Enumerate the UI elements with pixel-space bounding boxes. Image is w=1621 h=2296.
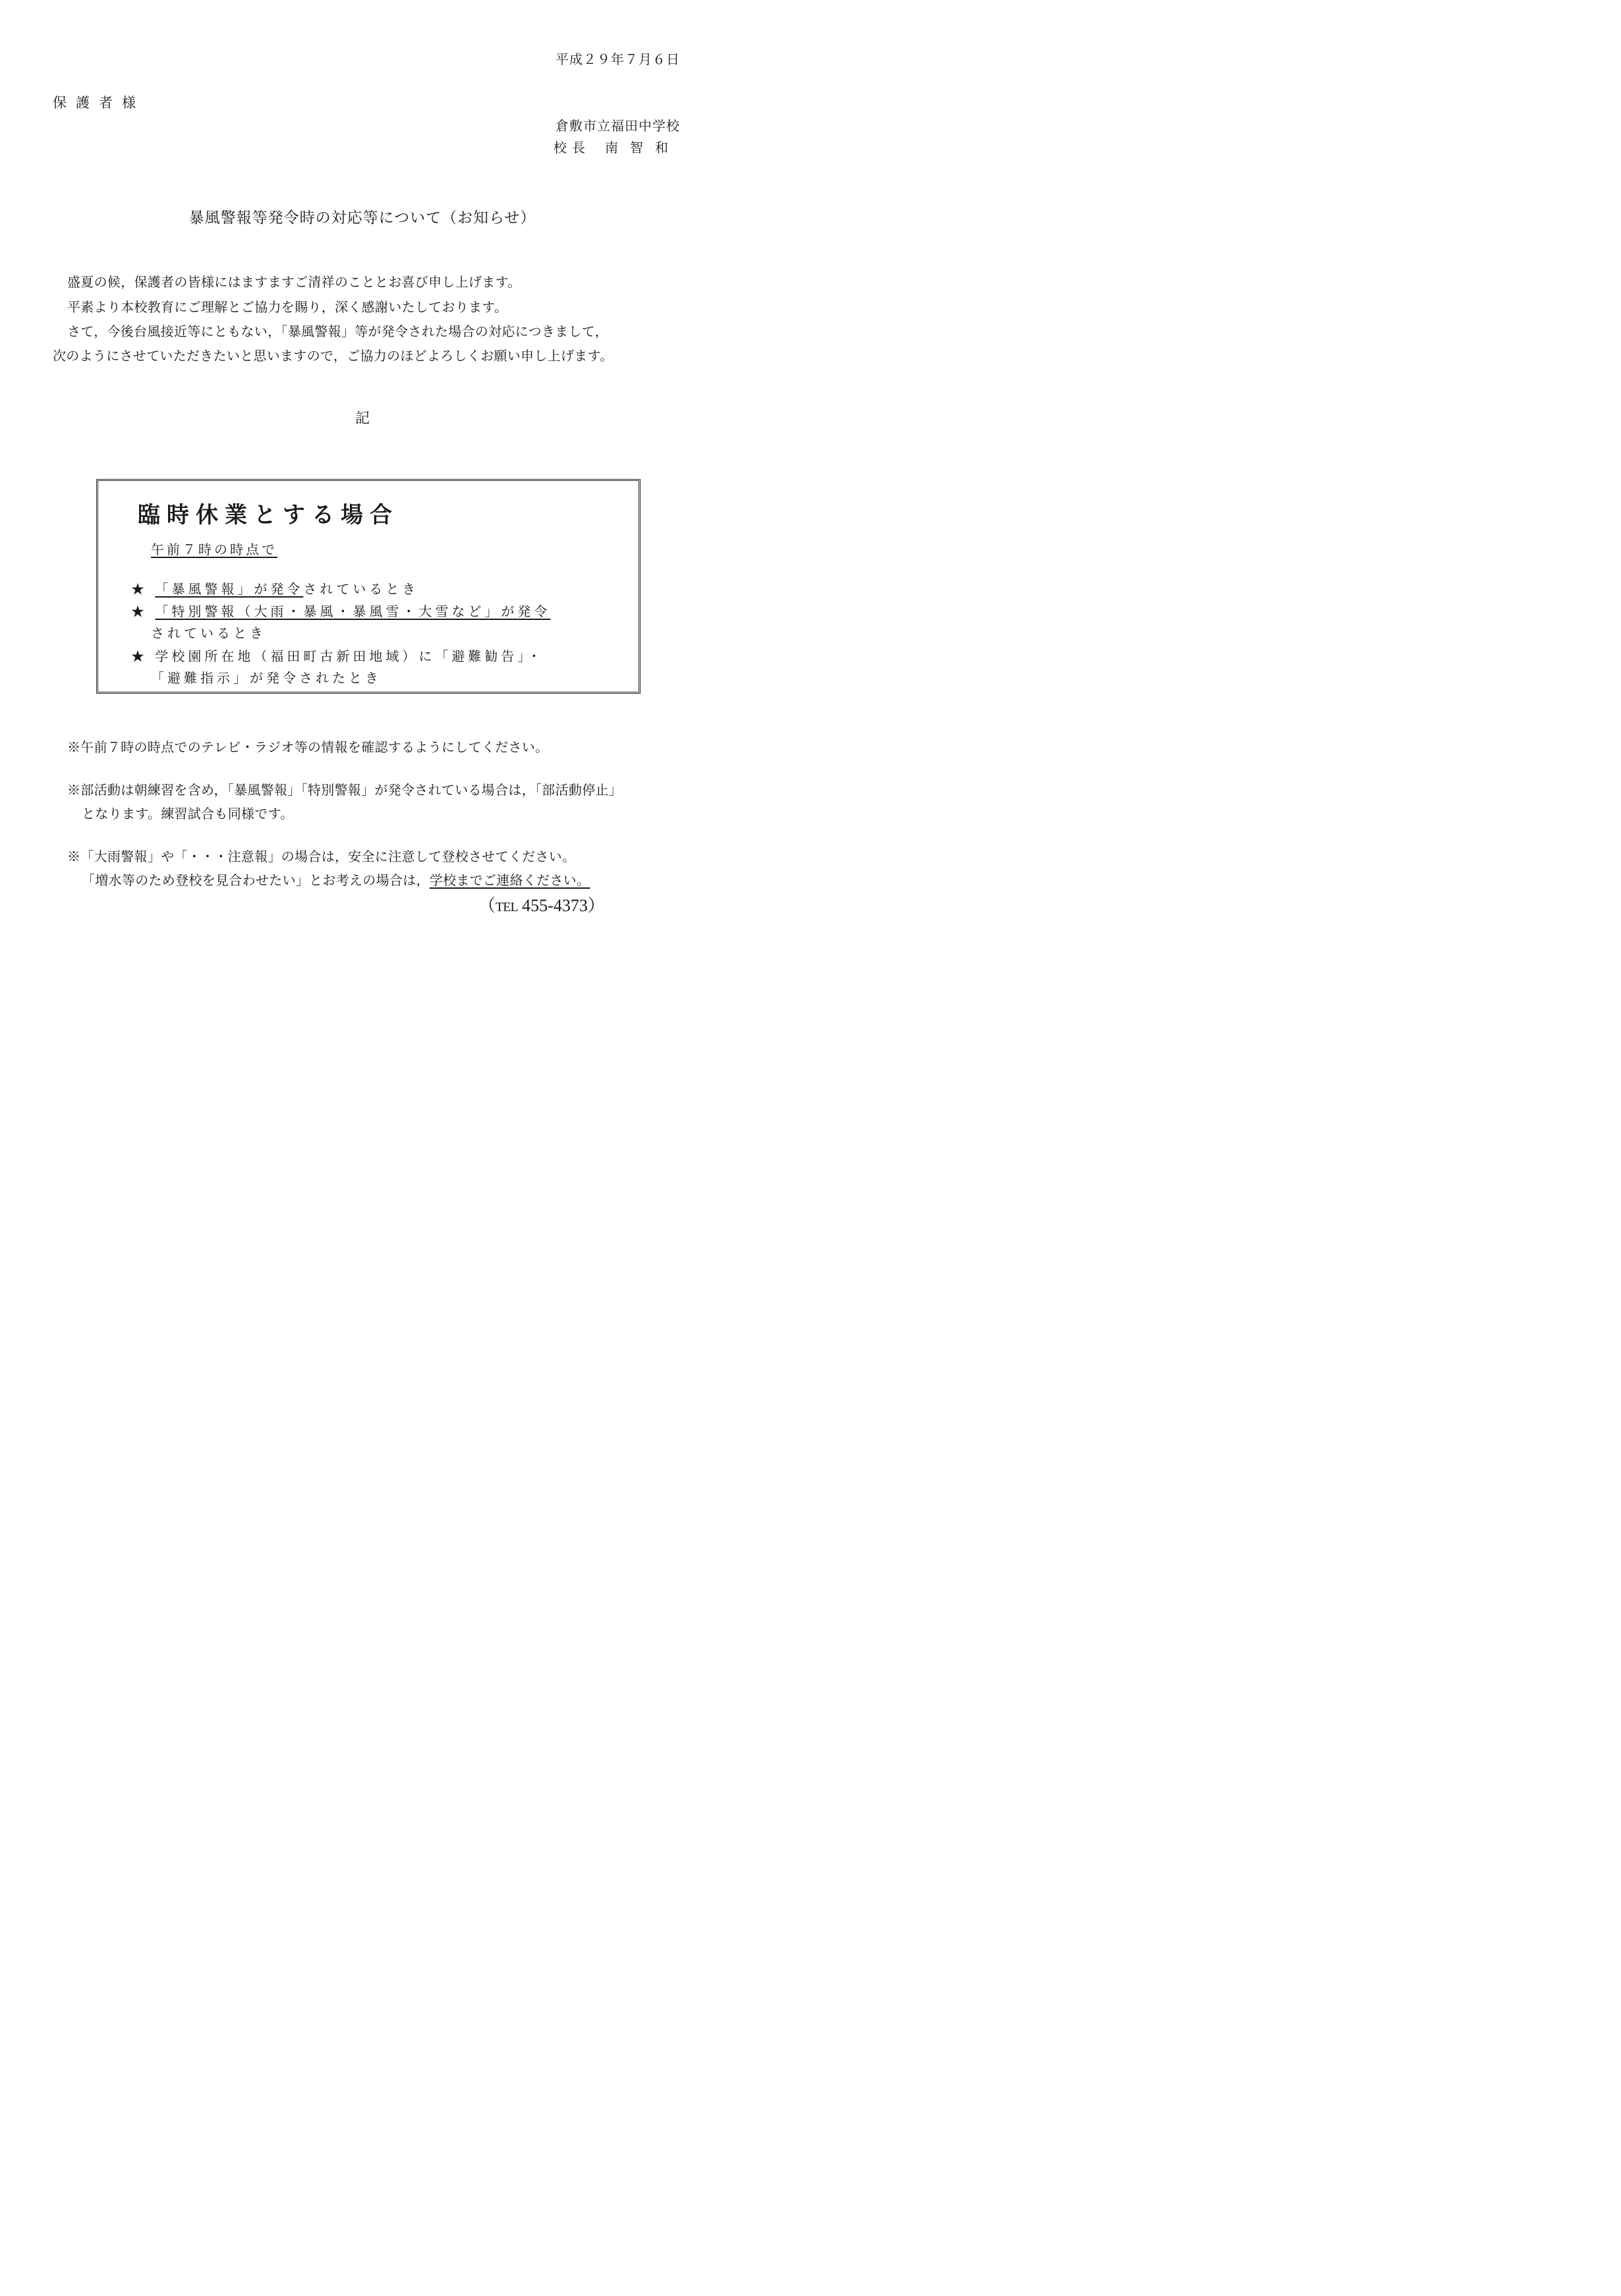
school-name: 倉敷市立福田中学校 [555,118,680,134]
notice-title: 暴風警報等発令時の対応等について（お知らせ） [188,210,536,227]
greeting-line-2: 平素より本校教育にご理解とご協力を賜り，深く感謝いたしております。 [67,299,508,315]
condition-storm-warning [131,578,418,598]
condition-special-warning [131,601,550,620]
condition-storm-warning-underlined: 「暴風警報」が発令 [155,581,304,597]
phone-number: 455-4373 [522,896,588,915]
note-club-activities-2: となります。練習試合も同様です。 [82,806,294,822]
principal-name: 南智和 [605,140,680,155]
closure-box-subtitle: 午前７時の時点で [151,542,277,557]
condition-storm-warning-rest: されているとき [303,581,419,597]
condition-evacuation [131,646,544,665]
greeting-line-3: さて，今後台風接近等にともない，「暴風警報」等が発令された場合の対応につきまして， [67,323,609,339]
phone-close-paren: ） [587,896,605,915]
star-icon: ★ [131,603,148,619]
closure-box-title: 臨時休業とする場合 [138,502,399,528]
condition-evacuation-line-2: 「避難指示」が発令されたとき [151,670,382,686]
principal-signature [554,137,680,156]
principal-title: 校長 [554,140,590,155]
phone-open-paren: （ [478,896,496,915]
note-heavy-rain-1: ※「大雨警報」や「・・・注意報」の場合は，安全に注意して登校させてください。 [67,849,576,864]
condition-evacuation-line-1: 学校園所在地（福田町古新田地域）に「避難勧告」・ [155,648,544,664]
greeting-line-4: 次のようにさせていただきたいと思いますので，ご協力のほどよろしくお願い申し上げます。 [53,348,613,364]
school-phone [478,892,605,916]
star-icon: ★ [131,648,148,664]
condition-special-warning-cont: されているとき [151,625,266,641]
letter-date: 平成２９年７月６日 [555,51,680,67]
closure-conditions-box [96,479,640,694]
note-heavy-rain-2 [82,870,590,889]
ki-heading: 記 [355,410,370,427]
contact-school-link: 学校までご連絡ください。 [429,872,590,888]
note-heavy-rain-2-plain: 「増水等のため登校を見合わせたい」とお考えの場合は， [82,872,430,888]
condition-special-warning-underlined: 「特別警報（大雨・暴風・暴風雪・大雪など」が発令 [155,603,551,619]
greeting-line-1: 盛夏の候，保護者の皆様にはますますご清祥のこととお喜び申し上げます。 [67,274,521,290]
note-club-activities-1: ※部活動は朝練習を含め，「暴風警報」「特別警報」が発令されている場合は，「部活動停止」 [67,782,623,798]
phone-label: TEL [496,900,518,914]
star-icon: ★ [131,581,148,597]
note-check-media: ※午前７時の時点でのテレビ・ラジオ等の情報を確認するようにしてください。 [67,739,549,755]
addressee: 保護者様 [53,95,145,111]
